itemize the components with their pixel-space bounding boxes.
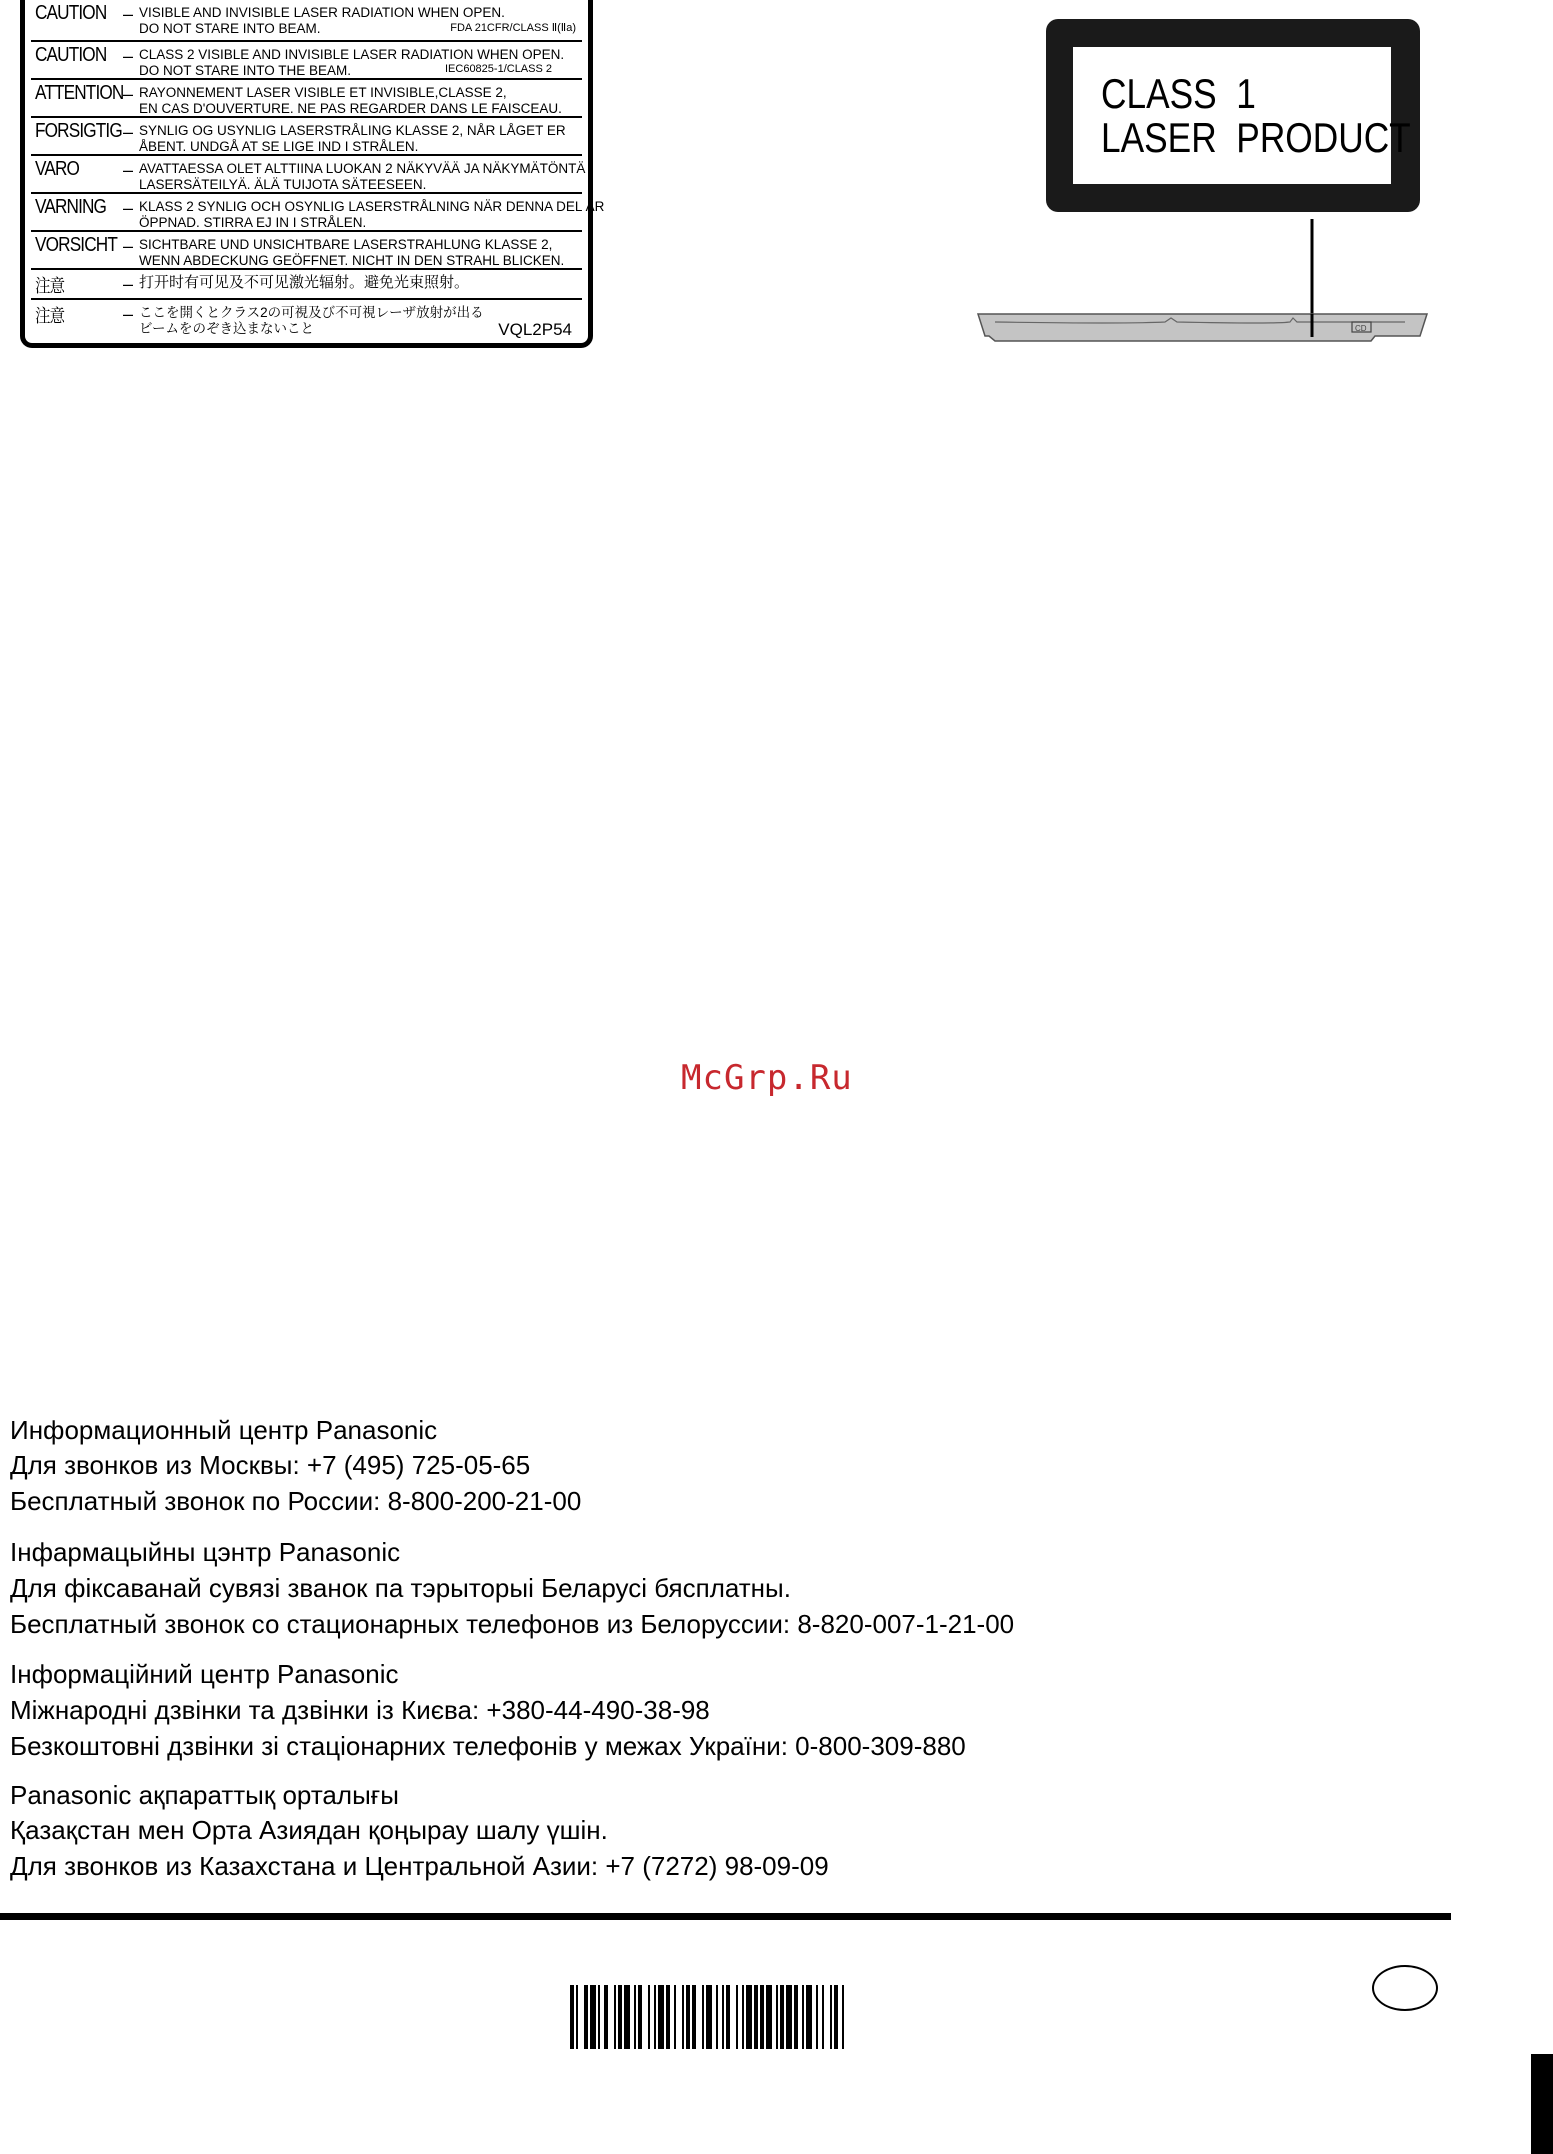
info-kz-ru: Для звонков из Казахстана и Центральной Азии: +7 (7272) 98-09-09 — [10, 1851, 829, 1881]
caution-row-dash: – — [123, 236, 134, 256]
caution-row-text: SICHTBARE UND UNSICHTBARE LASERSTRAHLUNG KLASSE 2, WENN ABDECKUNG GEÖFFNET. NICHT IN DEN STRAHL BLICKEN. — [139, 237, 565, 268]
barcode-bar — [842, 1985, 844, 2049]
info-kz-title: Panasonic ақпараттық орталығы — [10, 1780, 399, 1810]
caution-row — [31, 298, 582, 344]
caution-row-text: AVATTAESSA OLET ALTTIINA LUOKAN 2 NÄKYVÄÄ JA NÄKYMÄTÖNTÄ LASERSÄTEILYÄ. ÄLÄ TUIJOTA SÄTEESEEN. — [139, 161, 586, 192]
barcode-bar — [666, 1985, 670, 2049]
barcode-bar — [570, 1985, 574, 2049]
class1-label-text — [1101, 72, 1411, 160]
caution-row-key: FORSIGTIG — [35, 120, 122, 142]
info-kz-line: Қазақстан мен Орта Азиядан қоңырау шалу үшін. — [10, 1815, 608, 1845]
barcode-bar — [702, 1985, 704, 2049]
barcode-bar — [692, 1985, 696, 2049]
barcode-bar — [736, 1985, 738, 2049]
caution-row-key: 注意 — [35, 306, 65, 326]
barcode-bar — [794, 1985, 798, 2049]
barcode-bar — [618, 1985, 622, 2049]
caution-row — [31, 0, 582, 40]
corner-marker — [1531, 2054, 1553, 2154]
barcode-bar — [834, 1985, 838, 2049]
barcode-bar — [742, 1985, 744, 2049]
caution-row-key: VORSICHT — [35, 234, 117, 256]
svg-text:CD: CD — [1355, 324, 1367, 333]
info-ru-title: Информационный центр Panasonic — [10, 1415, 438, 1445]
caution-row-key: ATTENTION — [35, 82, 124, 104]
barcode-bar — [760, 1985, 764, 2049]
barcode-bar — [806, 1985, 812, 2049]
barcode-bar — [780, 1985, 784, 2049]
barcode-bar — [584, 1985, 588, 2049]
caution-row-text: CLASS 2 VISIBLE AND INVISIBLE LASER RADIATION WHEN OPEN. DO NOT STARE INTO THE BEAM. — [139, 47, 565, 78]
barcode-bar — [716, 1985, 718, 2049]
laser-caution-label — [20, 0, 605, 348]
caution-row — [31, 78, 582, 118]
barcode-bar — [766, 1985, 772, 2049]
barcode-bar — [604, 1985, 608, 2049]
caution-row-dash: – — [123, 4, 134, 24]
barcode-bar — [802, 1985, 804, 2049]
caution-row — [31, 154, 586, 194]
barcode-bar — [624, 1985, 630, 2049]
class1-label-face — [1073, 47, 1411, 184]
barcode-bar — [706, 1985, 712, 2049]
caution-row-dash: – — [123, 46, 134, 66]
info-ua-free: Безкоштовні дзвінки зі стаціонарних телефонів у межах України: 0-800-309-880 — [10, 1731, 966, 1761]
barcode-bar — [576, 1985, 578, 2049]
caution-row-text: RAYONNEMENT LASER VISIBLE ET INVISIBLE,CLASSE 2, EN CAS D'OUVERTURE. NE PAS REGARDER DANS LE FAISCEAU. — [139, 85, 562, 116]
caution-row-dash: – — [123, 198, 134, 218]
region-code-oval — [1372, 1965, 1438, 2011]
barcode-bar — [726, 1985, 730, 2049]
barcode-bar — [654, 1985, 656, 2049]
barcode-bar — [746, 1985, 752, 2049]
barcode-bar — [674, 1985, 676, 2049]
barcode-bar — [722, 1985, 724, 2049]
barcode-bar — [590, 1985, 596, 2049]
class1-line2: LASER PRODUCT — [1101, 114, 1411, 161]
caution-row-text: SYNLIG OG USYNLIG LASERSTRÅLING KLASSE 2, NÅR LÅGET ER ÅBENT. UNDGÅ AT SE LIGE IND I STRÅLEN. — [139, 123, 566, 154]
caution-row-key: CAUTION — [35, 44, 107, 66]
barcode-bar — [822, 1985, 824, 2049]
info-by-free: Бесплатный звонок со стационарных телефонов из Белоруссии: 8-820-007-1-21-00 — [10, 1609, 1015, 1639]
caution-row-key: 注意 — [35, 276, 65, 296]
caution-row-standard: IEC60825-1/CLASS 2 — [444, 63, 552, 75]
caution-row-dash: – — [123, 122, 134, 142]
caution-row-dash: – — [123, 84, 134, 104]
barcode-bar — [830, 1985, 832, 2049]
info-ru-moscow: Для звонков из Москвы: +7 (495) 725-05-65 — [10, 1450, 531, 1480]
barcode-bar — [658, 1985, 664, 2049]
info-ua-kyiv: Міжнародні дзвінки та дзвінки із Києва: +380-44-490-38-98 — [10, 1695, 710, 1725]
barcode-bar — [816, 1985, 818, 2049]
device-illustration — [975, 210, 1435, 350]
label-code: VQL2P54 — [498, 320, 572, 339]
caution-row-text: KLASS 2 SYNLIG OCH OSYNLIG LASERSTRÅLNING NÄR DENNA DEL ÄR ÖPPNAD. STIRRA EJ IN I STRÅLEN. — [139, 199, 605, 230]
caution-row — [31, 116, 582, 156]
class1-line1: CLASS 1 — [1101, 70, 1256, 117]
barcode-bar — [648, 1985, 650, 2049]
barcode-bar — [786, 1985, 792, 2049]
class1-laser-label — [1046, 19, 1420, 212]
info-ru-free: Бесплатный звонок по России: 8-800-200-21-00 — [10, 1486, 582, 1516]
info-ua-title: Інформаційний центр Panasonic — [10, 1659, 399, 1689]
caution-row-dash: – — [123, 160, 134, 180]
barcode-bar — [634, 1985, 636, 2049]
watermark: McGrp.Ru — [681, 1058, 853, 1098]
barcode-bar — [754, 1985, 758, 2049]
info-by-line: Для фіксаванай сувязі званок па тэрыторыі Беларусі бясплатны. — [10, 1573, 791, 1603]
caution-row — [31, 230, 582, 270]
caution-row-text: VISIBLE AND INVISIBLE LASER RADIATION WHEN OPEN. DO NOT STARE INTO BEAM. — [139, 5, 505, 36]
caution-row-key: VARO — [35, 158, 80, 180]
caution-row — [31, 268, 582, 300]
info-by-title: Інфармацыйны цэнтр Panasonic — [10, 1537, 401, 1567]
caution-row-standard: FDA 21CFR/CLASS Ⅱ(Ⅱa) — [450, 22, 576, 34]
caution-row-key: VARNING — [35, 196, 107, 218]
caution-row-text: ここを開くとクラス2の可視及び不可視レーザ放射が出る ビームをのぞき込まないこと — [139, 305, 484, 336]
caution-row-dash: – — [123, 274, 134, 294]
barcode-bar — [598, 1985, 600, 2049]
barcode — [570, 1985, 1026, 2049]
barcode-bar — [614, 1985, 616, 2049]
barcode-bar — [682, 1985, 684, 2049]
caution-row — [31, 40, 582, 80]
barcode-bar — [686, 1985, 690, 2049]
footer-rule — [0, 1913, 1451, 1920]
caution-row — [31, 192, 605, 232]
caution-row-text: 打开时有可见及不可见激光辐射。避免光束照射。 — [139, 274, 470, 291]
caution-row-dash: – — [123, 304, 134, 324]
barcode-bar — [776, 1985, 778, 2049]
caution-row-key: CAUTION — [35, 2, 107, 24]
barcode-bar — [638, 1985, 642, 2049]
